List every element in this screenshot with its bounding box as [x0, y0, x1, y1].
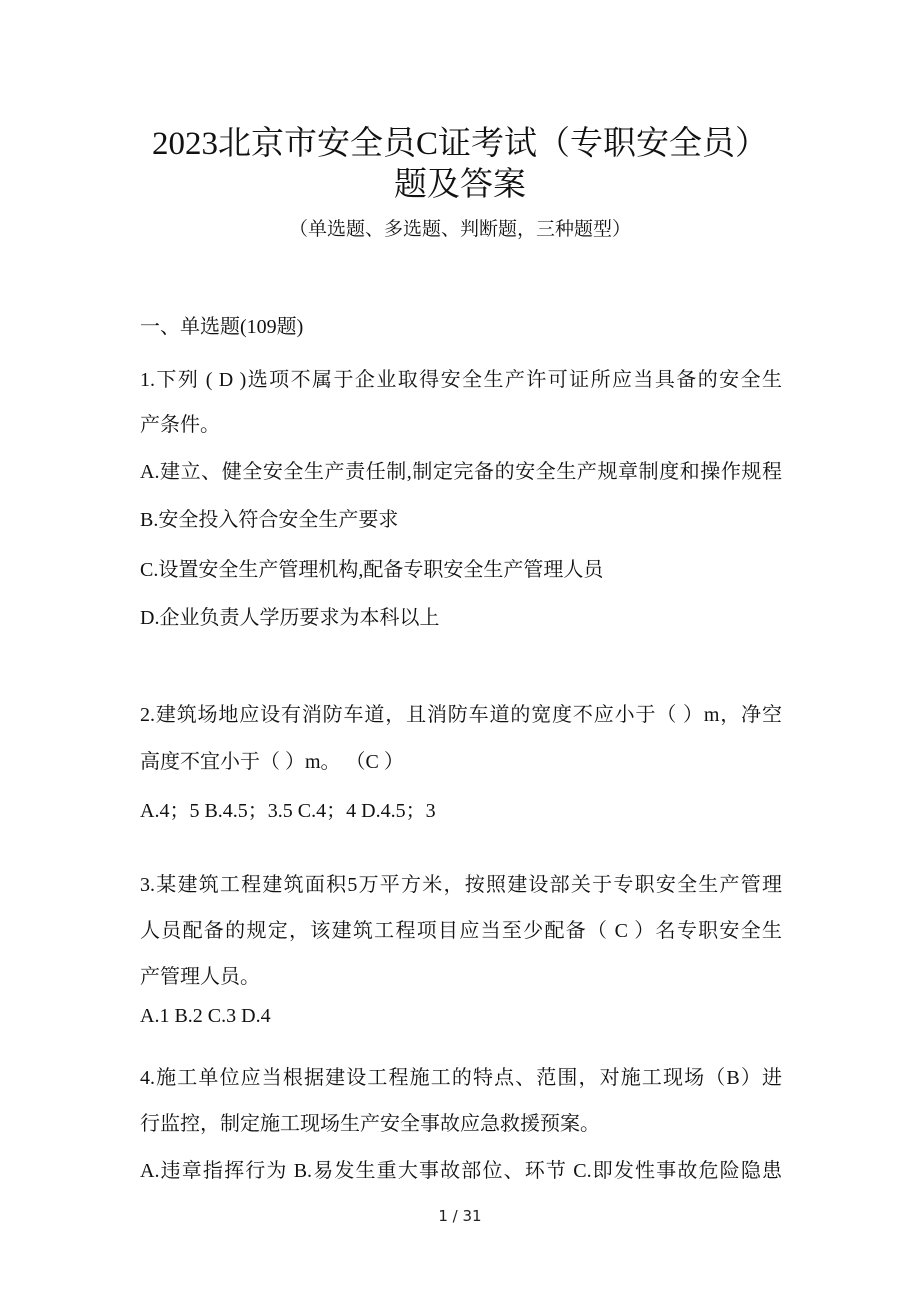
option: A.违章指挥行为 B.易发生重大事故部位、环节 C.即发性事故危险隐患	[140, 1160, 782, 1182]
section-heading: 一、单选题(109题)	[140, 316, 304, 338]
option: D.企业负责人学历要求为本科以上	[140, 607, 440, 629]
option: A.1 B.2 C.3 D.4	[140, 1005, 271, 1027]
question-text: 人员配备的规定，该建筑工程项目应当至少配备（ C ）名专职安全生	[140, 920, 782, 942]
question-text: 高度不宜小于（ ）m。 （C ）	[140, 751, 404, 773]
question-text: 3.某建筑工程建筑面积5万平方米，按照建设部关于专职安全生产管理	[140, 874, 782, 896]
option: C.设置安全生产管理机构,配备专职安全生产管理人员	[140, 559, 604, 581]
option: A.建立、健全安全生产责任制,制定完备的安全生产规章制度和操作规程	[140, 461, 782, 483]
question-text: 4.施工单位应当根据建设工程施工的特点、范围，对施工现场（B）进	[140, 1067, 782, 1089]
question-text: 1.下列 ( D )选项不属于企业取得安全生产许可证所应当具备的安全生	[140, 369, 782, 391]
question-text: 产管理人员。	[140, 966, 260, 988]
option: B.安全投入符合安全生产要求	[140, 509, 399, 531]
title-line-1: 2023北京市安全员C证考试（专职安全员）	[151, 126, 768, 162]
question-text: 行监控，制定施工现场生产安全事故应急救援预案。	[140, 1113, 600, 1135]
title-line-2: 题及答案	[394, 167, 526, 203]
option: A.4；5 B.4.5；3.5 C.4；4 D.4.5；3	[140, 800, 436, 822]
subtitle: （单选题、多选题、判断题，三种题型）	[288, 219, 631, 240]
page-number: 1 / 31	[438, 1207, 482, 1225]
question-text: 2.建筑场地应设有消防车道，且消防车道的宽度不应小于（ ）m，净空	[140, 704, 782, 726]
question-text: 产条件。	[140, 414, 220, 436]
